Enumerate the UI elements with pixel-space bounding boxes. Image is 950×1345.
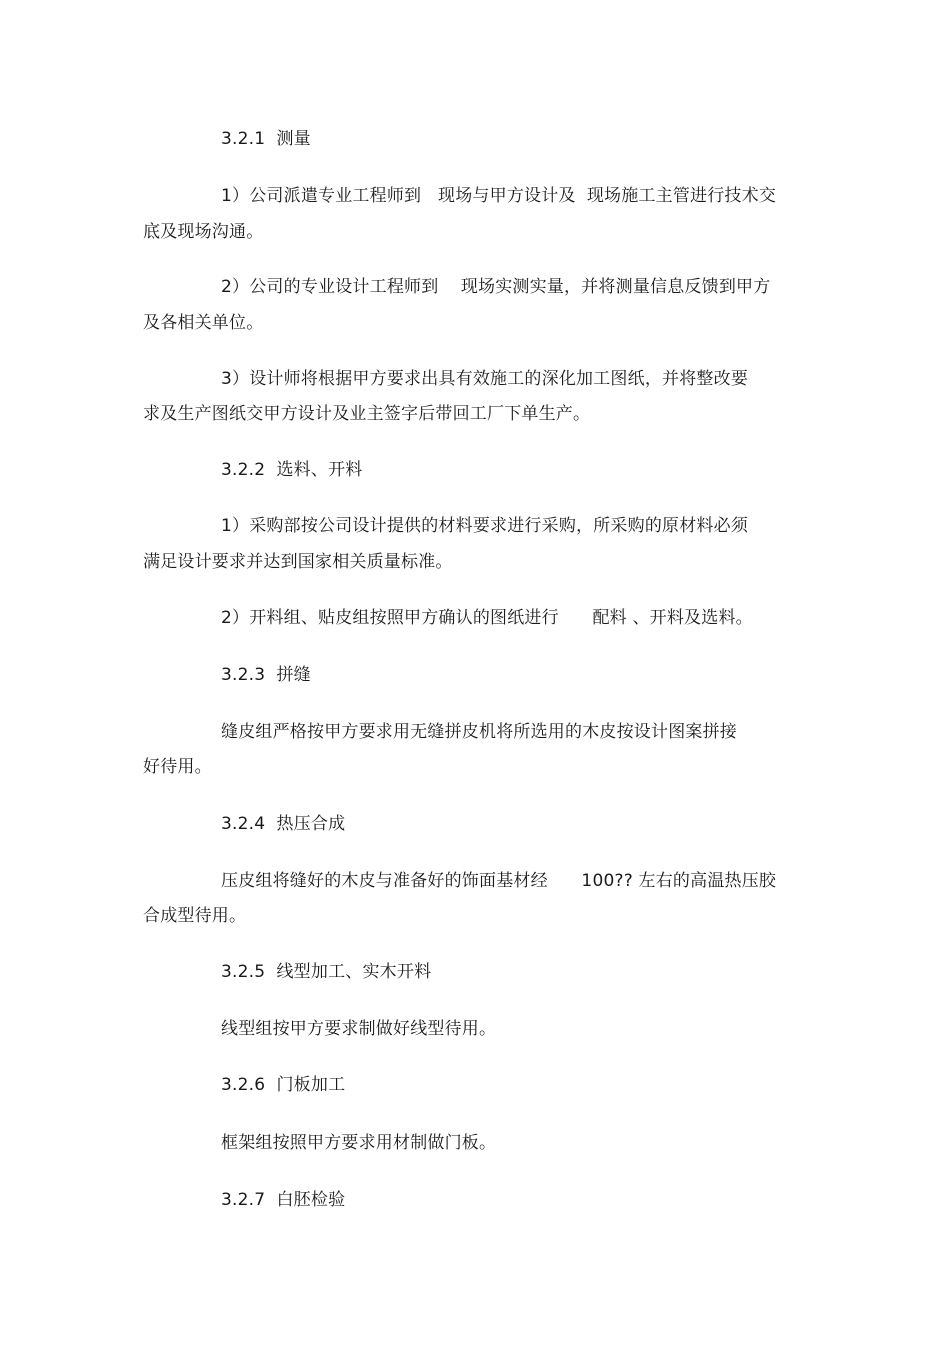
paragraph-line: 1）公司派遣专业工程师到 现场与甲方设计及 现场施工主管进行技术交	[221, 186, 777, 206]
section-heading-3-2-5: 3.2.5 线型加工、实木开料	[221, 962, 432, 982]
paragraph-line: 合成型待用。	[143, 906, 247, 926]
section-heading-3-2-1: 3.2.1 测量	[221, 129, 311, 149]
paragraph-line: 压皮组将缝好的木皮与准备好的饰面基材经 100?? 左右的高温热压胶	[221, 871, 777, 891]
paragraph-line: 1）采购部按公司设计提供的材料要求进行采购，所采购的原材料必须	[221, 516, 749, 536]
section-heading-3-2-4: 3.2.4 热压合成	[221, 814, 346, 834]
section-heading-3-2-7: 3.2.7 白胚检验	[221, 1190, 346, 1210]
paragraph-line: 2）开料组、贴皮组按照甲方确认的图纸进行 配料 、开料及选料。	[221, 608, 753, 628]
section-heading-3-2-3: 3.2.3 拼缝	[221, 665, 311, 685]
paragraph-line: 缝皮组严格按甲方要求用无缝拼皮机将所选用的木皮按设计图案拼接	[221, 722, 737, 742]
section-heading-3-2-2: 3.2.2 选料、开料	[221, 460, 363, 480]
paragraph-line: 2）公司的专业设计工程师到 现场实测实量，并将测量信息反馈到甲方	[221, 277, 771, 297]
paragraph-line: 求及生产图纸交甲方设计及业主签字后带回工厂下单生产。	[143, 404, 591, 424]
paragraph-line: 满足设计要求并达到国家相关质量标准。	[143, 552, 453, 572]
paragraph-line: 及各相关单位。	[143, 313, 264, 333]
paragraph-line: 线型组按甲方要求制做好线型待用。	[221, 1019, 497, 1039]
paragraph-line: 框架组按照甲方要求用材制做门板。	[221, 1133, 497, 1153]
paragraph-line: 3）设计师将根据甲方要求出具有效施工的深化加工图纸，并将整改要	[221, 369, 749, 389]
paragraph-line: 好待用。	[143, 757, 212, 777]
paragraph-line: 底及现场沟通。	[143, 222, 264, 242]
section-heading-3-2-6: 3.2.6 门板加工	[221, 1075, 346, 1095]
